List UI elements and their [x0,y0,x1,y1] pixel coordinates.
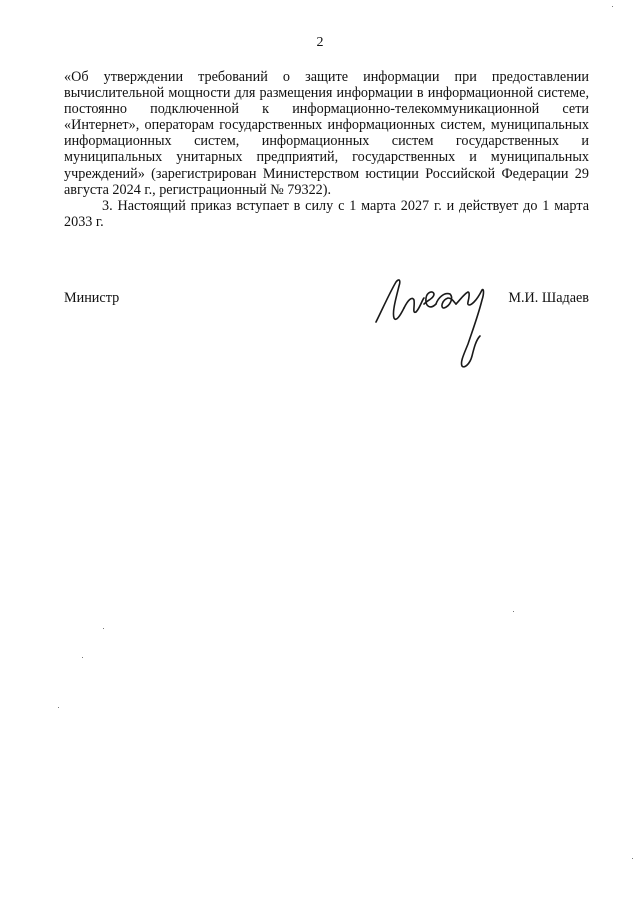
scan-speck [612,6,613,7]
scan-speck [632,858,633,859]
paragraph-order-title: «Об утверждении требований о защите информации при предоставлении вычислительной мощности для размещения информации в информационной системе, постоянно подключенной к информационно-телекоммуникационной сети «Интернет», операторам государственных информационных систем, муниципальных информационных систем, информационных систем государственных и муниципальных унитарных предприятий, государственных и муниципальных учреждений» (зарегистрирован Министерством юстиции Российской Федерации 29 августа 2024 г., регистрационный № 79322). [64,69,589,198]
scan-speck [513,611,514,612]
handwritten-signature [372,270,497,370]
scan-speck [82,657,83,658]
document-body [64,69,589,230]
scan-speck [103,628,104,629]
scan-speck [58,707,59,708]
signature-block [64,290,589,312]
paragraph-effective-date: 3. Настоящий приказ вступает в силу с 1 марта 2027 г. и действует до 1 марта 2033 г. [64,197,589,230]
page-number: 2 [316,35,324,50]
signatory-name: М.И. Шадаев [508,290,589,306]
signatory-title: Министр [64,290,120,306]
